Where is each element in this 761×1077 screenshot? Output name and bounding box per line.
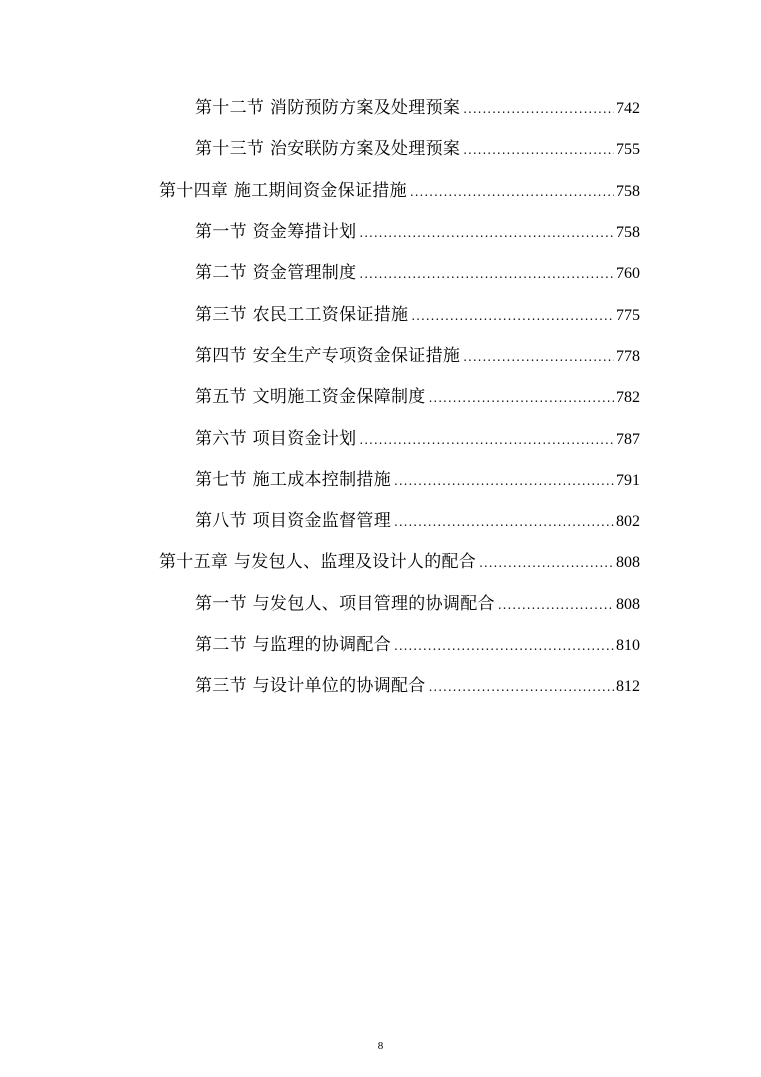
toc-entry-title: 第十二节 消防预防方案及处理预案 <box>195 98 461 119</box>
toc-leader-dots <box>394 470 614 492</box>
toc-entry-title: 第一节 资金筹措计划 <box>195 222 357 243</box>
table-of-contents <box>0 88 761 707</box>
toc-entry-title: 第一节 与发包人、项目管理的协调配合 <box>195 593 495 614</box>
toc-entry[interactable] <box>0 501 761 542</box>
toc-leader-dots <box>394 635 614 657</box>
toc-entry-title: 第三节 农民工工资保证措施 <box>195 304 409 325</box>
toc-entry-page: 791 <box>616 471 640 489</box>
toc-leader-dots <box>359 222 614 244</box>
toc-entry-page: 787 <box>616 430 640 448</box>
toc-entry[interactable] <box>0 625 761 666</box>
toc-leader-dots <box>429 676 614 698</box>
toc-entry-page: 742 <box>616 100 640 118</box>
toc-entry-title: 第三节 与设计单位的协调配合 <box>195 676 426 697</box>
toc-entry-title: 第七节 施工成本控制措施 <box>195 469 392 490</box>
toc-entry[interactable] <box>0 460 761 501</box>
toc-entry[interactable] <box>0 666 761 707</box>
toc-entry-page: 758 <box>616 182 640 200</box>
toc-entry-title: 第二节 资金管理制度 <box>195 263 357 284</box>
toc-leader-dots <box>463 139 614 161</box>
toc-entry[interactable] <box>0 129 761 170</box>
toc-entry-page: 782 <box>616 389 640 407</box>
toc-entry-title: 第十五章 与发包人、监理及设计人的配合 <box>159 552 477 573</box>
toc-entry-title: 第八节 项目资金监督管理 <box>195 511 392 532</box>
toc-leader-dots <box>410 181 614 203</box>
toc-leader-dots <box>498 594 614 616</box>
toc-entry-page: 802 <box>616 513 640 531</box>
toc-leader-dots <box>479 552 614 574</box>
toc-leader-dots <box>463 346 614 368</box>
toc-chapter-entry[interactable] <box>0 171 761 212</box>
toc-entry-page: 778 <box>616 347 640 365</box>
toc-chapter-entry[interactable] <box>0 542 761 583</box>
toc-entry[interactable] <box>0 88 761 129</box>
toc-entry-title: 第二节 与监理的协调配合 <box>195 635 392 655</box>
toc-entry-title: 第六节 项目资金计划 <box>195 428 357 449</box>
toc-entry[interactable] <box>0 336 761 377</box>
toc-entry-page: 808 <box>616 595 640 613</box>
toc-leader-dots <box>394 511 614 533</box>
toc-entry-page: 758 <box>616 224 640 242</box>
toc-entry-title: 第五节 文明施工资金保障制度 <box>195 387 426 408</box>
toc-entry-title: 第四节 安全生产专项资金保证措施 <box>195 345 461 366</box>
toc-leader-dots <box>429 387 614 409</box>
toc-entry[interactable] <box>0 584 761 625</box>
toc-entry-page: 775 <box>616 306 640 324</box>
toc-entry-page: 808 <box>616 554 640 572</box>
toc-leader-dots <box>411 305 614 327</box>
toc-leader-dots <box>359 263 614 285</box>
toc-entry-page: 755 <box>616 141 640 159</box>
toc-entry-title: 第十三节 治安联防方案及处理预案 <box>195 139 461 160</box>
toc-entry-title: 第十四章 施工期间资金保证措施 <box>159 180 407 201</box>
toc-entry[interactable] <box>0 377 761 418</box>
toc-entry-page: 760 <box>616 265 640 283</box>
toc-leader-dots <box>359 429 614 451</box>
toc-entry-page: 810 <box>616 637 640 654</box>
toc-entry[interactable] <box>0 294 761 335</box>
toc-entry-page: 812 <box>616 678 640 696</box>
page-number: 8 <box>377 1040 384 1052</box>
toc-entry[interactable] <box>0 418 761 459</box>
toc-entry[interactable] <box>0 253 761 294</box>
toc-leader-dots <box>463 98 614 120</box>
toc-entry[interactable] <box>0 212 761 253</box>
